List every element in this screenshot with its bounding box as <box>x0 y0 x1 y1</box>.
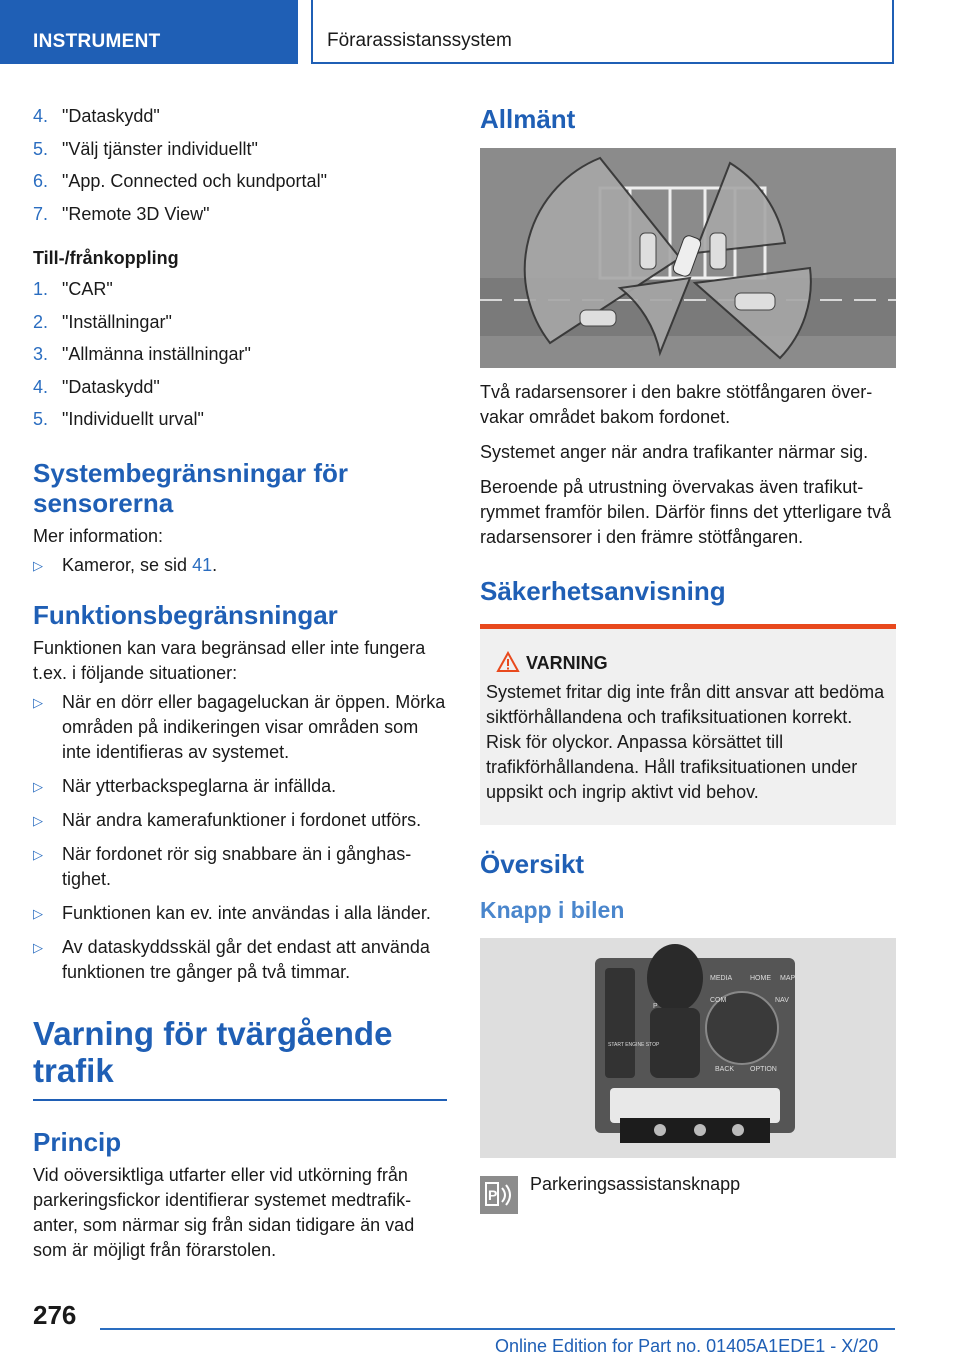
bullet-triangle-icon: ▷ <box>33 557 43 573</box>
parking-assistant-button-icon <box>480 1176 518 1214</box>
center-console-photo <box>480 938 896 1158</box>
bullet-triangle-icon: ▷ <box>33 846 43 862</box>
list-item: 3. "Allmänna inställningar" <box>33 344 251 364</box>
chapter-label: Förarassistanssystem <box>327 30 512 51</box>
console-label-option: OPTION <box>750 1066 777 1073</box>
console-label-start-stop: START ENGINE STOP <box>608 1042 660 1048</box>
heading-rule <box>33 1099 447 1101</box>
function-limits-heading: Funktionsbegränsningar <box>33 599 338 630</box>
safety-heading: Säkerhetsanvisning <box>480 576 726 606</box>
warning-title: VARNING <box>526 653 608 673</box>
function-intro: Funktionen kan vara begränsad eller inte fungera t.ex. i följande situationer: <box>33 637 426 683</box>
warning-header <box>486 653 888 674</box>
console-label-map: MAP <box>780 975 796 982</box>
general-paragraph-2: Systemet anger när andra trafikanter närmar sig. <box>480 442 869 462</box>
list-item: 7. "Remote 3D View" <box>33 203 210 224</box>
console-label-com: COM <box>710 997 727 1004</box>
chapter-tab <box>311 0 894 64</box>
bullet-triangle-icon: ▷ <box>33 812 43 828</box>
console-label-back: BACK <box>715 1066 735 1073</box>
section-tab <box>0 0 298 64</box>
list-item: 6. "App. Connected och kundportal" <box>33 171 327 191</box>
list-item: ▷ Funktionen kan ev. inte användas i alla länder. <box>33 901 447 926</box>
toggle-subheading: Till-/frånkoppling <box>33 248 179 268</box>
list-item: ▷ När en dörr eller bagageluckan är öppen. Mörka områden på indikeringen visar områden som inte identifieras av systemet. <box>33 691 446 762</box>
cross-traffic-heading: Varning för tvärgående trafik <box>33 1014 393 1089</box>
console-label-home: HOME <box>750 975 771 982</box>
page-link[interactable]: 41 <box>192 554 213 575</box>
list-item: 5. "Välj tjänster individuellt" <box>33 138 258 159</box>
section-label: INSTRUMENT <box>33 31 161 52</box>
general-paragraph-3: Beroende på utrustning övervakas även trafikutrymmet framför bilen. Därför finns det ytterligare två radarsensorer i den främre stötfångaren. <box>480 477 892 547</box>
list-item: ▷ Kameror, se sid 41. <box>33 553 447 578</box>
list-item: 5. "Individuellt urval" <box>33 409 204 429</box>
page-number: 276 <box>33 1300 77 1330</box>
edition-text: Online Edition for Part no. 01405A1EDE1 - X/20 <box>495 1336 879 1356</box>
list-item: ▷ När ytterbackspeglarna är infällda. <box>33 774 447 799</box>
console-label-nav: NAV <box>775 997 789 1004</box>
bullet-triangle-icon: ▷ <box>33 905 43 921</box>
svg-text:P: P <box>488 1187 498 1203</box>
list-item: ▷ När andra kamerafunktioner i fordonet utförs. <box>33 808 447 833</box>
bullet-triangle-icon: ▷ <box>33 778 43 794</box>
principle-heading: Princip <box>33 1126 122 1157</box>
button-caption-row <box>480 1176 896 1216</box>
limitations-list <box>33 690 447 985</box>
radar-diagram <box>480 148 896 368</box>
principle-text: Vid oöversiktliga utfarter eller vid utkörning från parkeringsfickor identifierar systemet medtrafikanter, som närmar sig från sidan tidigare än vad som är möjligt från förarstolen. <box>33 1164 415 1260</box>
warning-text: Systemet fritar dig inte från ditt ansvar att bedöma siktförhållandena och trafiksituationen korrekt. Risk för olyckor. Anpassa körsättet till trafikförhållandena. Håll trafiksituationen under uppsikt och ingrip aktivt vid behov. <box>486 682 885 802</box>
warning-triangle-icon <box>496 651 520 673</box>
left-column <box>33 100 447 1263</box>
list-item: ▷ Av dataskyddsskäl går det endast att använda funktionen tre gånger på två timmar. <box>33 936 430 982</box>
sensor-limits-heading: Systembegränsningar för sensorerna <box>33 457 348 518</box>
more-info-text: Mer information: <box>33 525 164 546</box>
footer-rule <box>100 1328 895 1330</box>
general-heading: Allmänt <box>480 104 576 134</box>
button-heading: Knapp i bilen <box>480 897 625 923</box>
camera-ref-list <box>33 553 447 578</box>
bullet-triangle-icon: ▷ <box>33 694 43 710</box>
warning-box <box>480 624 896 825</box>
list-item: 4. "Dataskydd" <box>33 376 160 397</box>
list-item: 4. "Dataskydd" <box>33 106 160 126</box>
list-item: ▷ När fordonet rör sig snabbare än i gånghastighet. <box>33 843 412 889</box>
steps-list-2 <box>33 273 447 436</box>
console-label-park: P <box>653 1003 658 1010</box>
right-column <box>480 100 896 1216</box>
list-item: 1. "CAR" <box>33 279 113 299</box>
bullet-triangle-icon: ▷ <box>33 939 43 955</box>
console-drawing <box>480 938 896 1158</box>
general-paragraph-1: Två radarsensorer i den bakre stötfångaren övervakar området bakom fordonet. <box>480 382 873 427</box>
list-item: 2. "Inställningar" <box>33 311 172 332</box>
radar-coverage-illustration <box>480 148 896 368</box>
overview-heading: Översikt <box>480 849 585 879</box>
console-label-media: MEDIA <box>710 975 733 982</box>
steps-list-1 <box>33 100 447 230</box>
button-caption: Parkeringsassistansknapp <box>530 1174 741 1194</box>
